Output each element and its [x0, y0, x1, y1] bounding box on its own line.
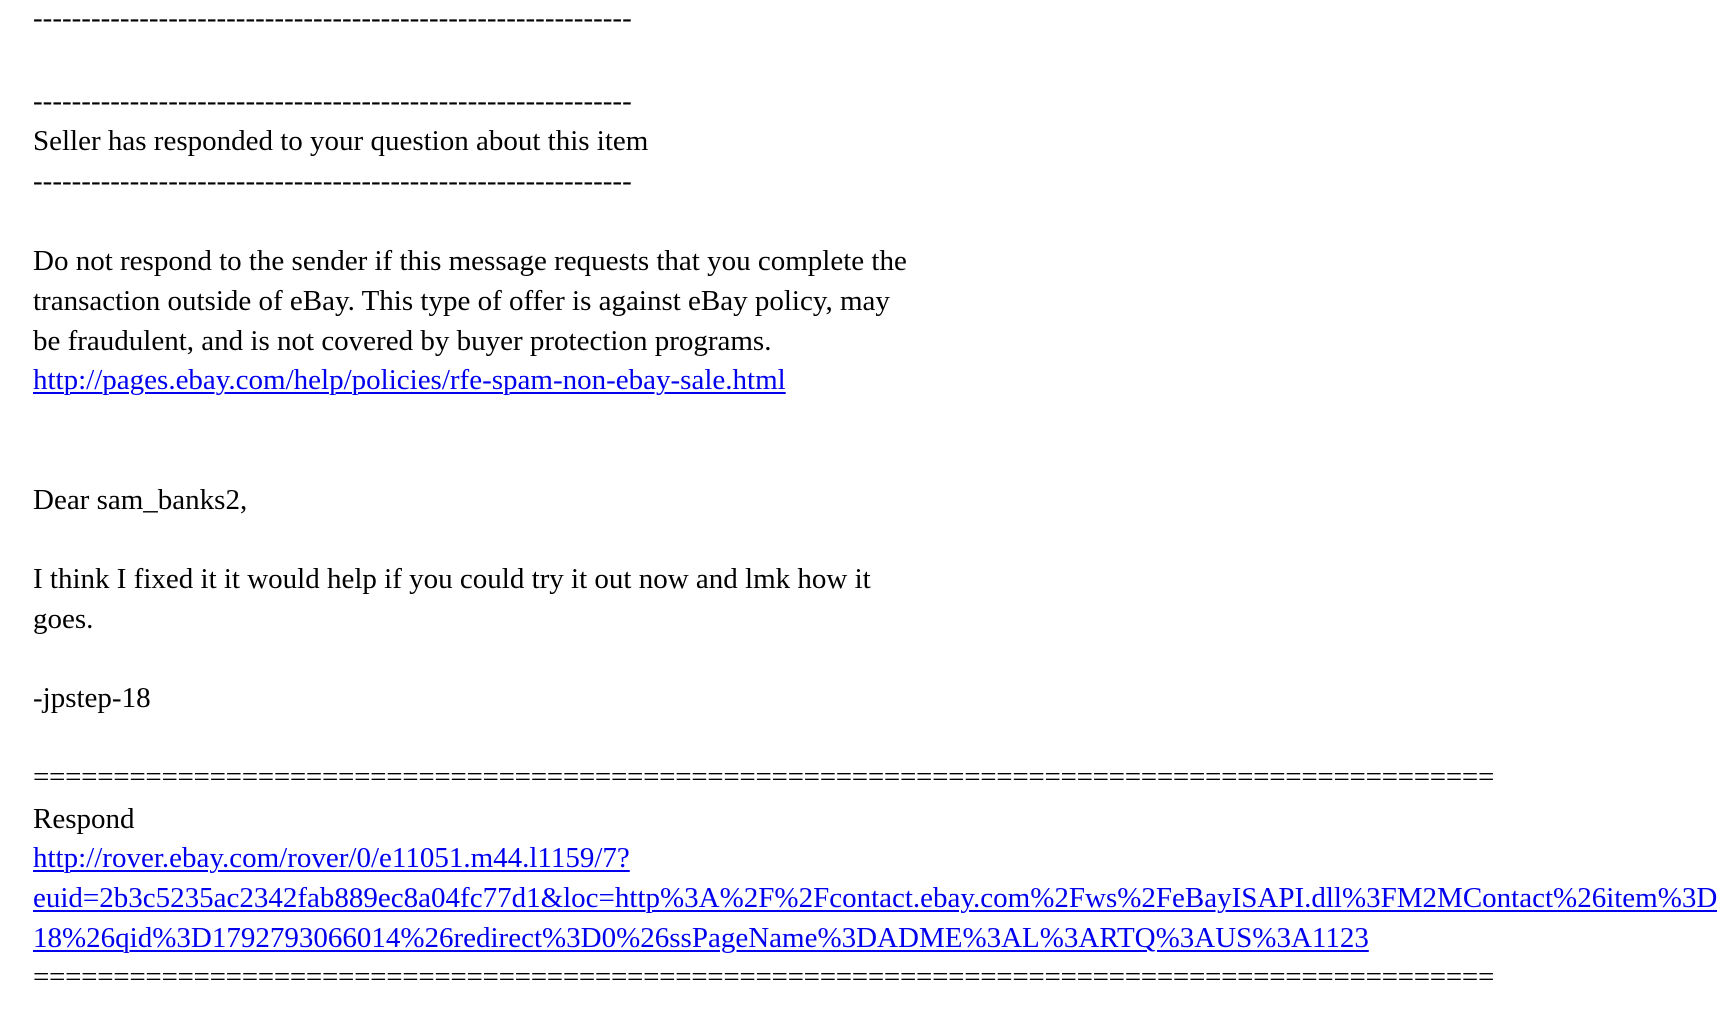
- respond-link-row-1: [33, 838, 630, 878]
- warning-line-1: Do not respond to the sender if this message requests that you complete the: [33, 245, 907, 277]
- respond-label: Respond: [33, 803, 135, 835]
- separator-header-top: --------------------------------------------------------------: [33, 85, 632, 117]
- respond-link-line-3[interactable]: 18%26qid%3D1792793066014%26redirect%3D0%26ssPageName%3DADME%3AL%3ARTQ%3AUS%3A1123: [33, 922, 1369, 954]
- separator-respond-bottom: ===========================================================================================: [33, 961, 1495, 993]
- policy-link[interactable]: http://pages.ebay.com/help/policies/rfe-spam-non-ebay-sale.html: [33, 364, 786, 396]
- message-line-1: I think I fixed it it would help if you could try it out now and lmk how it: [33, 563, 871, 595]
- message-line-2: goes.: [33, 603, 94, 635]
- separator-header-bottom: --------------------------------------------------------------: [33, 165, 632, 197]
- greeting: Dear sam_banks2,: [33, 484, 248, 516]
- respond-link-line-2[interactable]: euid=2b3c5235ac2342fab889ec8a04fc77d1&loc=http%3A%2F%2Fcontact.ebay.com%2Fws%2FeBayISAPI.dll%3FM2MContact%26item%3D: [33, 882, 1717, 914]
- separator-top: --------------------------------------------------------------: [33, 2, 632, 34]
- respond-link-row-3: [33, 918, 1369, 958]
- signature: -jpstep-18: [33, 682, 151, 714]
- separator-respond-top: ===========================================================================================: [33, 761, 1495, 793]
- header-title: Seller has responded to your question about this item: [33, 125, 649, 157]
- respond-link-line-1[interactable]: http://rover.ebay.com/rover/0/e11051.m44.l1159/7?: [33, 842, 630, 874]
- respond-link-row-2: [33, 878, 1717, 918]
- policy-link-row: [33, 360, 786, 400]
- warning-line-3: be fraudulent, and is not covered by buyer protection programs.: [33, 325, 772, 357]
- warning-line-2: transaction outside of eBay. This type of offer is against eBay policy, may: [33, 285, 890, 317]
